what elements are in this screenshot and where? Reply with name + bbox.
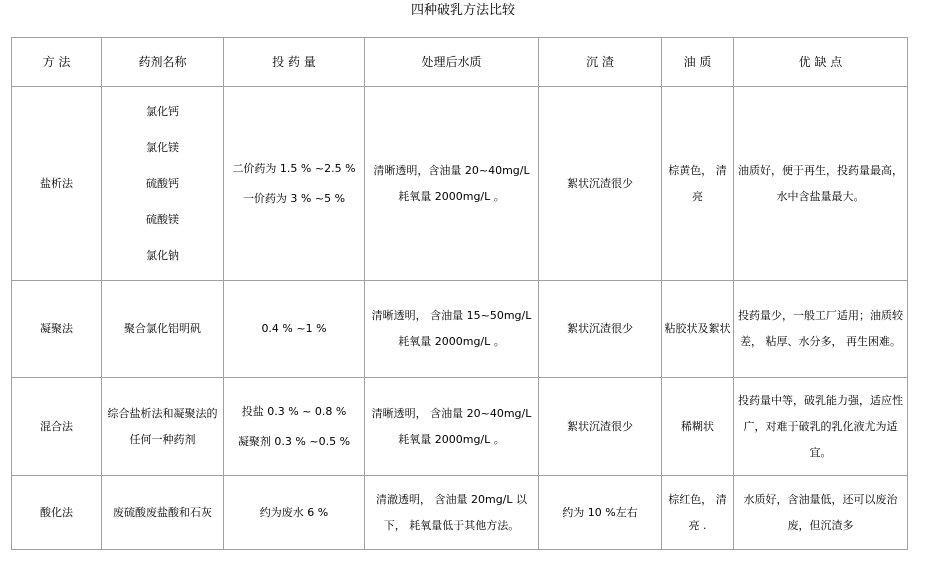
- water-quality-cell: 清晰透明，含油量 20~40mg/L 耗氧量 2000mg/L 。: [365, 87, 539, 281]
- dosage-cell: 0.4 % ~1 %: [224, 281, 365, 378]
- method-cell: 盐析法: [12, 87, 102, 281]
- header-oil-quality: 油 质: [662, 38, 734, 87]
- pros-cons-cell: 投药量中等，破乳能力强，适应性广，对难于破乳的乳化液尤为适宜。: [734, 378, 908, 476]
- reagent-cell: 聚合氯化铝明矾: [102, 281, 224, 378]
- dosage-cell: 约为废水 6 %: [224, 476, 365, 550]
- reagent-item: 硫酸镁: [146, 212, 179, 226]
- table-row: [12, 378, 908, 476]
- table-row: [12, 476, 908, 550]
- reagent-cell: 废硫酸废盐酸和石灰: [102, 476, 224, 550]
- sludge-cell: 絮状沉渣很少: [539, 87, 662, 281]
- oil-quality-cell: 棕黄色， 清亮: [662, 87, 734, 281]
- table-row: [12, 87, 908, 281]
- table-title: 四种破乳方法比较: [410, 3, 515, 18]
- sludge-cell: 絮状沉渣很少: [539, 281, 662, 378]
- oil-quality-cell: 粘胶状及絮状: [662, 281, 734, 378]
- method-cell: 凝聚法: [12, 281, 102, 378]
- pros-cons-cell: 水质好，含油量低，还可以废治废，但沉渣多: [734, 476, 908, 550]
- header-dosage: 投 药 量: [224, 38, 365, 87]
- dosage-item: 投盐 0.3 % ~ 0.8 %: [241, 404, 347, 418]
- header-method: 方 法: [12, 38, 102, 87]
- header-pros-cons: 优 缺 点: [734, 38, 908, 87]
- dosage-cell: [224, 87, 365, 281]
- method-cell: 酸化法: [12, 476, 102, 550]
- comparison-table: [11, 37, 908, 550]
- water-quality-cell: 清晰透明， 含油量 15~50mg/L 耗氧量 2000mg/L 。: [365, 281, 539, 378]
- reagent-item: 硫酸钙: [146, 176, 179, 190]
- dosage-item: 一价药为 3 % ~5 %: [242, 191, 346, 205]
- header-water-quality: 处理后水质: [365, 38, 539, 87]
- oil-quality-cell: 棕红色， 清亮 .: [662, 476, 734, 550]
- reagent-cell: [102, 87, 224, 281]
- header-row: [12, 38, 908, 87]
- pros-cons-cell: 油质好，便于再生，投药量最高，水中含盐量最大。: [734, 87, 908, 281]
- reagent-item: 氯化钠: [146, 248, 179, 262]
- header-reagent: 药剂名称: [102, 38, 224, 87]
- reagent-item: 氯化钙: [146, 104, 179, 118]
- water-quality-cell: 清澈透明， 含油量 20mg/L 以下， 耗氧量低于其他方法。: [365, 476, 539, 550]
- dosage-item: 凝聚剂 0.3 % ~0.5 %: [237, 434, 351, 448]
- method-cell: 混合法: [12, 378, 102, 476]
- sludge-cell: 约为 10 %左右: [539, 476, 662, 550]
- dosage-item: 二价药为 1.5 % ~2.5 %: [232, 161, 356, 175]
- pros-cons-cell: 投药量少，一般工厂适用；油质较差， 粘厚、水分多， 再生困难。: [734, 281, 908, 378]
- table-row: [12, 281, 908, 378]
- dosage-cell: [224, 378, 365, 476]
- header-sludge: 沉 渣: [539, 38, 662, 87]
- reagent-cell: 综合盐析法和凝聚法的任何一种药剂: [102, 378, 224, 476]
- water-quality-cell: 清晰透明， 含油量 20~40mg/L 耗氧量 2000mg/L 。: [365, 378, 539, 476]
- oil-quality-cell: 稀糊状: [662, 378, 734, 476]
- reagent-item: 氯化镁: [146, 140, 179, 154]
- sludge-cell: 絮状沉渣很少: [539, 378, 662, 476]
